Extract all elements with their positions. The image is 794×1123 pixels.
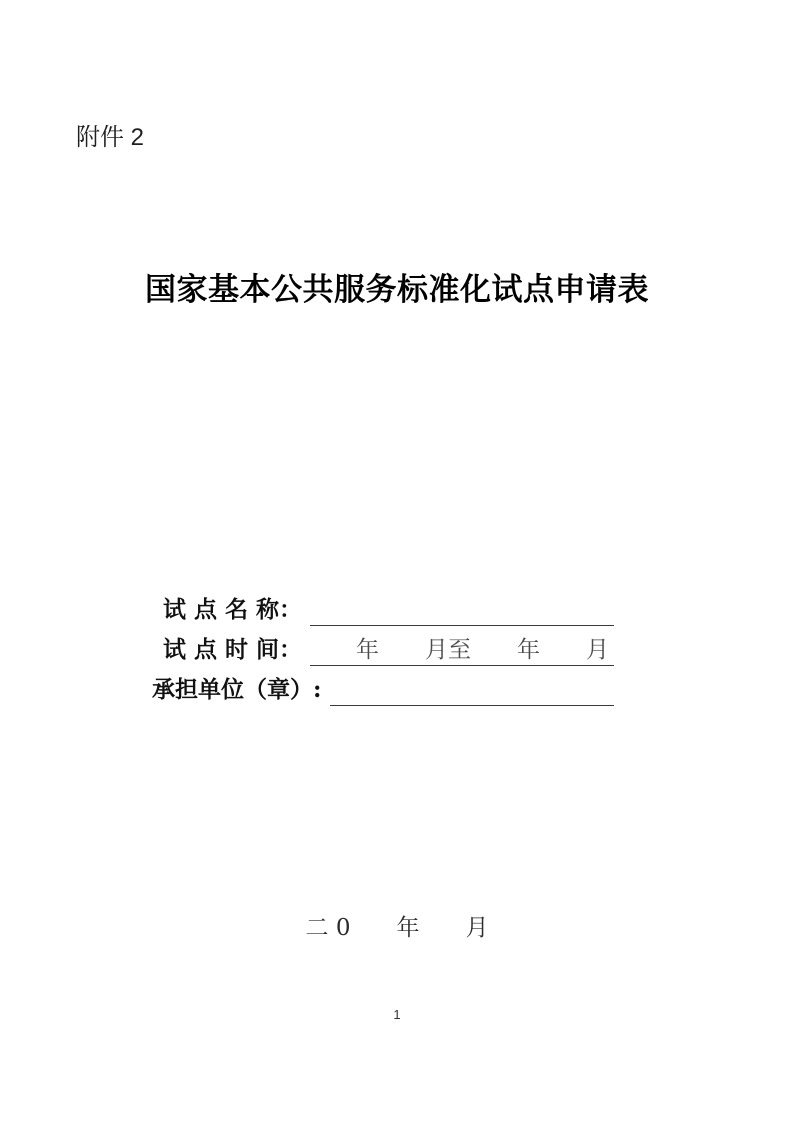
page-number: 1 [393, 1007, 401, 1022]
field-label-pilot-time: 试 点 时 间： [163, 636, 303, 663]
field-label-pilot-name: 试 点 名 称： [163, 596, 303, 623]
form-row-undertaking-unit [152, 674, 614, 706]
document-title: 国家基本公共服务标准化试点申请表 [145, 272, 649, 308]
field-blank-undertaking-unit [330, 676, 615, 706]
field-blank-pilot-time: 年 月至 年 月 [310, 636, 614, 666]
attachment-label: 附件 2 [76, 124, 145, 151]
field-label-undertaking-unit: 承担单位（章）: [152, 676, 322, 703]
field-blank-pilot-name [310, 596, 614, 626]
date-line: 二 0 年 月 [305, 915, 489, 941]
form-row-pilot-name [152, 594, 614, 626]
form-row-pilot-time [152, 634, 614, 666]
